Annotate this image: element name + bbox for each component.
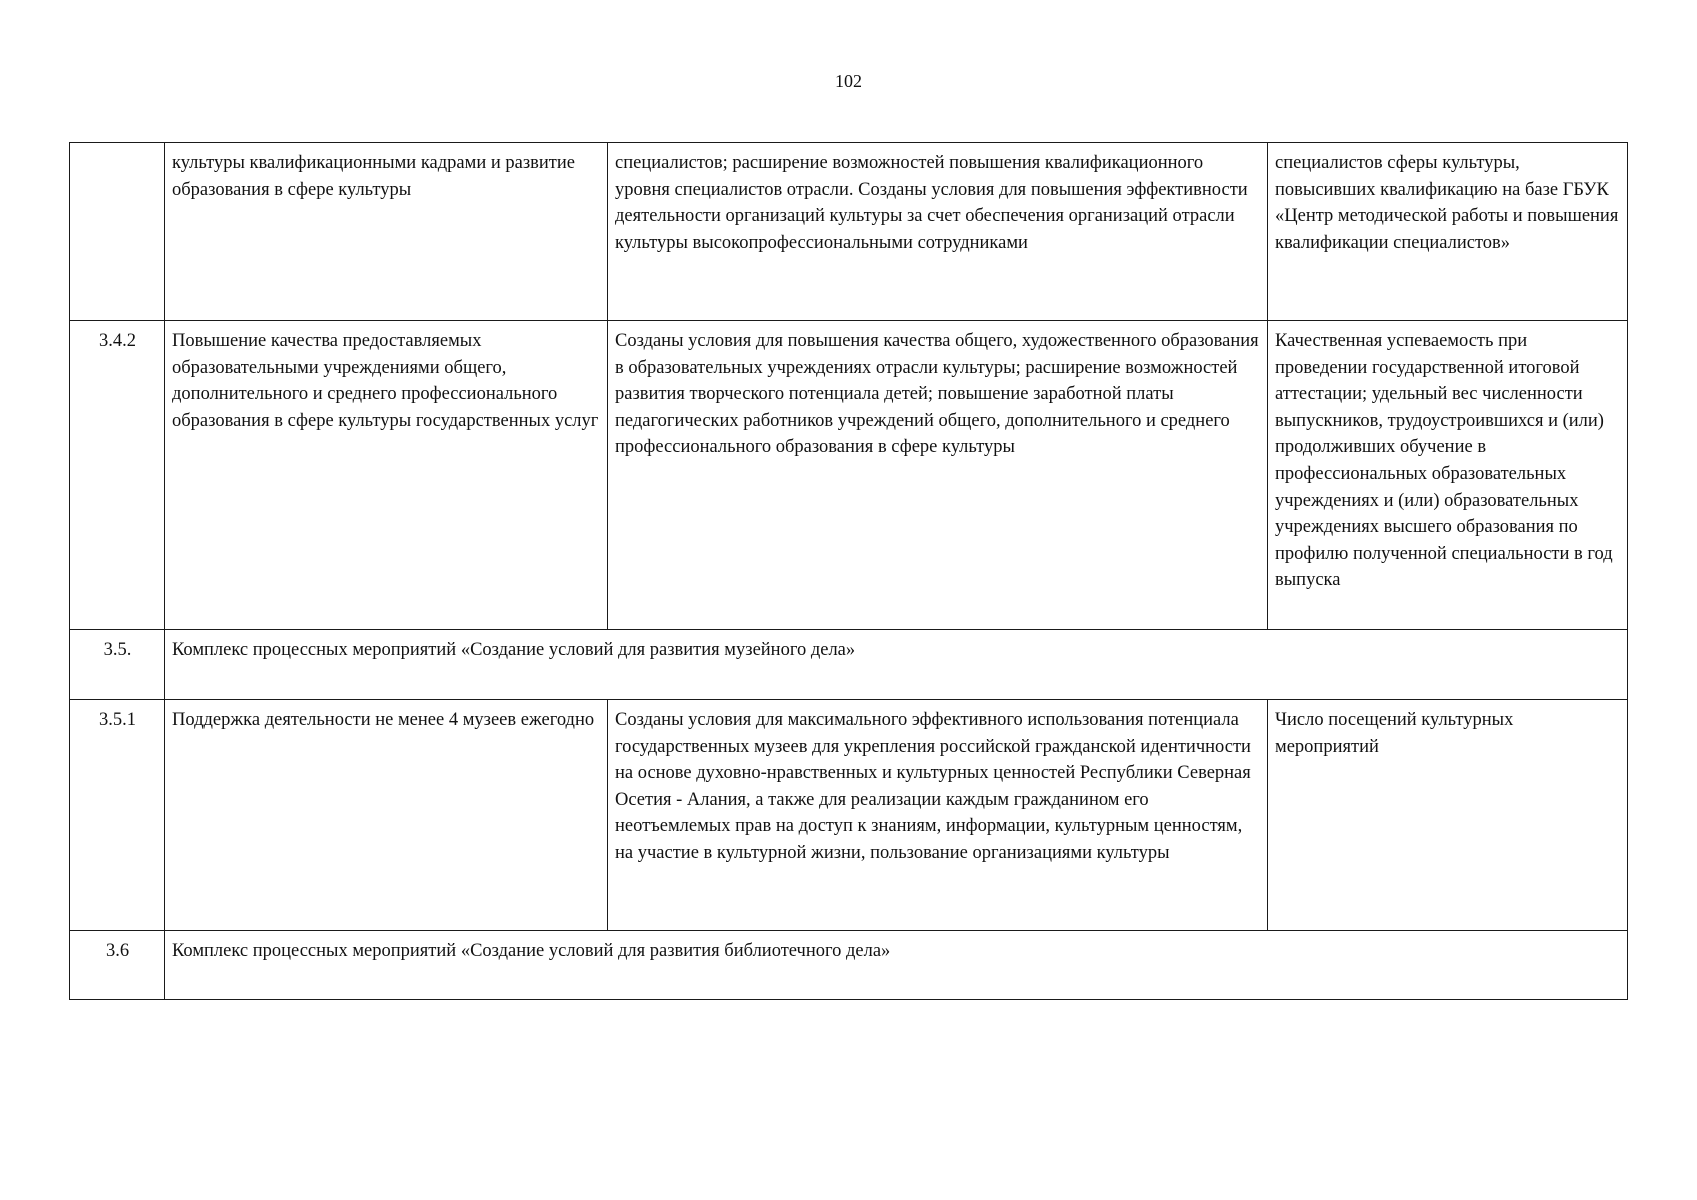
row-number-cell	[70, 143, 165, 321]
indicator-cell: Качественная успеваемость при проведении государственной итоговой аттестации; удельный вес численности выпускников, трудоустроившихся и (или) продолживших обучение в профессиональных образовательных учреждениях и (или) образовательных учреждениях высшего образования по профилю полученной специальности в год выпуска	[1268, 321, 1628, 630]
section-number-cell: 3.5.	[70, 630, 165, 700]
effect-cell: Созданы условия для повышения качества общего, художественного образования в образовательных учреждениях отрасли культуры; расширение возможностей развития творческого потенциала детей; повышение заработной платы педагогических работников учреждений общего, дополнительного и среднего профессионального образования в сфере культуры	[608, 321, 1268, 630]
task-cell: Поддержка деятельности не менее 4 музеев ежегодно	[165, 700, 608, 931]
effect-cell: специалистов; расширение возможностей повышения квалификационного уровня специалистов отрасли. Созданы условия для повышения эффективности деятельности организаций культуры за счет обеспечения организаций отрасли культуры высокопрофессиональными сотрудниками	[608, 143, 1268, 321]
section-number-cell: 3.6	[70, 931, 165, 1000]
section-title-cell: Комплекс процессных мероприятий «Создание условий для развития библиотечного дела»	[165, 931, 1628, 1000]
table-row	[70, 143, 1628, 321]
indicator-cell: специалистов сферы культуры, повысивших квалификацию на базе ГБУК «Центр методической работы и повышения квалификации специалистов»	[1268, 143, 1628, 321]
table-row	[70, 700, 1628, 931]
document-table	[69, 142, 1628, 1000]
page-number: 102	[835, 71, 862, 91]
section-row	[70, 630, 1628, 700]
section-title-cell: Комплекс процессных мероприятий «Создание условий для развития музейного дела»	[165, 630, 1628, 700]
task-cell: Повышение качества предоставляемых образовательными учреждениями общего, дополнительного и среднего профессионального образования в сфере культуры государственных услуг	[165, 321, 608, 630]
indicator-cell: Число посещений культурных мероприятий	[1268, 700, 1628, 931]
row-number-cell: 3.4.2	[70, 321, 165, 630]
task-cell: культуры квалификационными кадрами и развитие образования в сфере культуры	[165, 143, 608, 321]
row-number-cell: 3.5.1	[70, 700, 165, 931]
table-row	[70, 321, 1628, 630]
effect-cell: Созданы условия для максимального эффективного использования потенциала государственных музеев для укрепления российской гражданской идентичности на основе духовно-нравственных и культурных ценностей Республики Северная Осетия - Алания, а также для реализации каждым гражданином его неотъемлемых прав на доступ к знаниям, информации, культурным ценностям, на участие в культурной жизни, пользование организациями культуры	[608, 700, 1268, 931]
section-row	[70, 931, 1628, 1000]
